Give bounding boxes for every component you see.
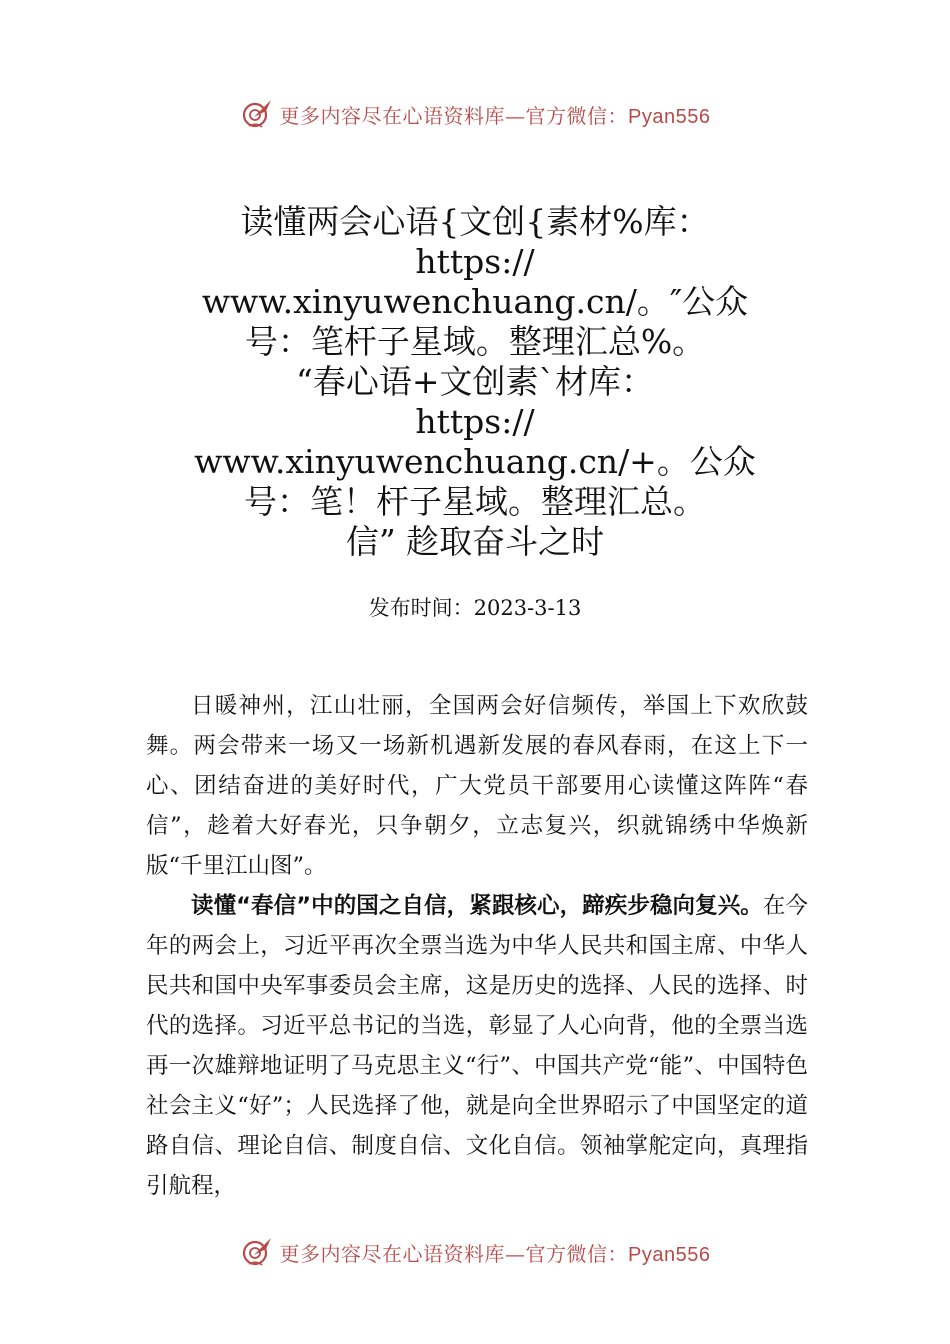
title-line: 号：笔杆子星域。整理汇总%。 bbox=[244, 322, 706, 361]
paragraph-text: 在今年的两会上，习近平再次全票当选为中华人民共和国主席、中华人民共和国中央军事委员会主席，这是历史的选择、人民的选择、时代的选择。习近平总书记的当选，彰显了人心向背，他的全票当选再一次雄辩地证明了马克思主义“行”、中国共产党“能”、中国特色社会主义“好”；人民选择了他，就是向全世界昭示了中国坚定的道路自信、理论自信、制度自信、文化自信。领袖掌舵定向，真理指引航程， bbox=[146, 893, 808, 1199]
paragraph-heading: 读懂“春信”中的国之自信，紧跟核心，蹄疾步稳向复兴。 bbox=[191, 893, 763, 919]
page-title bbox=[140, 202, 810, 562]
publish-date bbox=[0, 592, 950, 622]
footer-banner-text: 更多内容尽在心语资料库—官方微信：Pyan556 bbox=[279, 1241, 711, 1266]
header-banner-text: 更多内容尽在心语资料库—官方微信：Pyan556 bbox=[279, 103, 711, 128]
paragraph bbox=[146, 886, 808, 1206]
title-line: 号：笔！杆子星域。整理汇总。 bbox=[244, 482, 706, 521]
article-body bbox=[146, 686, 808, 1206]
footer-wechat-id: Pyan556 bbox=[628, 1243, 711, 1266]
quill-logo-icon bbox=[240, 97, 274, 131]
footer-banner bbox=[0, 1232, 950, 1272]
title-line: “春心语+文创素`材库： bbox=[295, 362, 655, 401]
title-line: 读懂两会心语{文创{素材%库： bbox=[240, 202, 710, 241]
publish-label: 发布时间： bbox=[368, 596, 474, 620]
header-wechat-id: Pyan556 bbox=[628, 105, 711, 128]
title-line: www.xinyuwenchuang.cn/。″公众 bbox=[201, 282, 749, 321]
title-line: www.xinyuwenchuang.cn/+。公众 bbox=[194, 442, 756, 481]
title-line: https:// bbox=[415, 242, 535, 281]
quill-logo-icon bbox=[240, 1235, 274, 1269]
title-line: 信” 趁取奋斗之时 bbox=[345, 522, 605, 561]
header-banner bbox=[0, 94, 950, 134]
paragraph: 日暖神州，江山壮丽，全国两会好信频传，举国上下欢欣鼓舞。两会带来一场又一场新机遇新发展的春风春雨，在这上下一心、团结奋进的美好时代，广大党员干部要用心读懂这阵阵“春信”，趁着大好春光，只争朝夕，立志复兴，织就锦绣中华焕新版“千里江山图”。 bbox=[146, 693, 808, 879]
title-line: https:// bbox=[415, 402, 535, 441]
publish-date-value: 2023-3-13 bbox=[473, 596, 582, 620]
